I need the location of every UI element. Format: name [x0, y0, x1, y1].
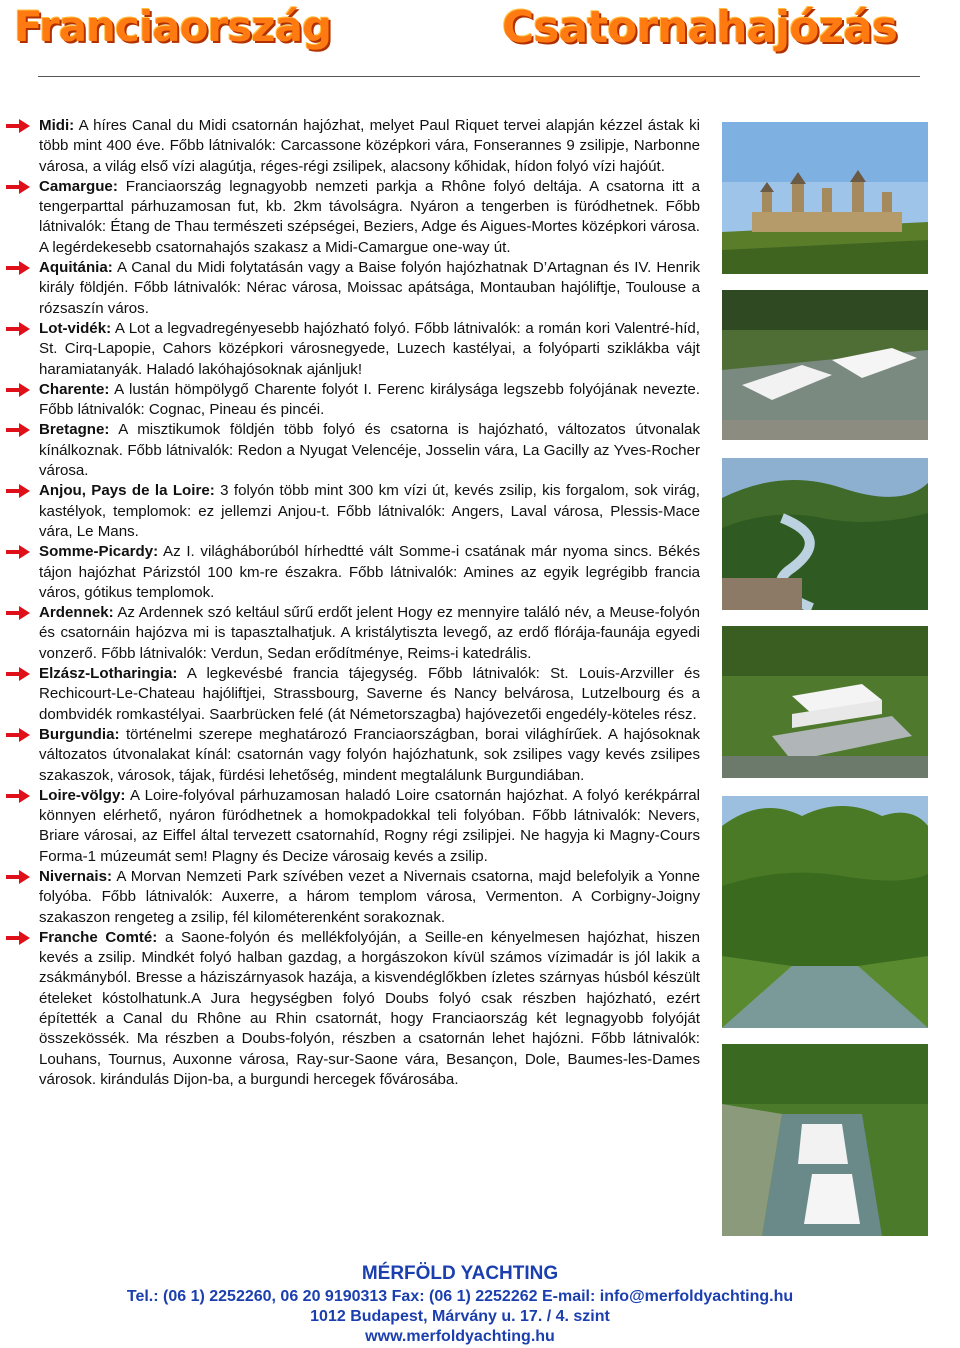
footer-address: 1012 Budapest, Márvány u. 17. / 4. szint [310, 1308, 610, 1325]
footer-contact: Tel.: (06 1) 2252260, 06 20 9190313 Fax: (06 1) 2252262 E-mail: info@merfoldyachting.hu [126, 1288, 794, 1305]
list-item [6, 116, 700, 177]
item-title: Loire-völgy: [39, 786, 126, 804]
item-title: Midi: [39, 117, 75, 134]
list-item [6, 867, 700, 928]
arrow-bullet-icon [6, 728, 30, 742]
list-item [6, 786, 700, 867]
list-item [6, 319, 700, 380]
arrow-bullet-icon [6, 261, 30, 275]
arrow-bullet-icon [6, 180, 30, 194]
list-item [6, 481, 700, 542]
item-text: A híres Canal du Midi csatornán hajózhat, melyet Paul Riquet tervei alapján kézzel ástak ki több mint 400 éve. Főbb látnivalók: Carcassone középkori vára, Fonserannes 9 zsilipje, Narbonne városa, a világ első vízi alagútja, réges-régi zsilipek, alacsony kőhidak, hídon folyó vízi hajóút. [39, 117, 700, 175]
boats-in-canal-photo [722, 1044, 928, 1236]
list-item [6, 725, 700, 786]
item-text: A Morvan Nemzeti Park szívében vezet a Nivernais csatorna, majd belefolyik a Yonne folyóba. Főbb látnivalók: Auxerre, a három templom városa, Vermenton. A Corbigny-Joigny szakaszon rengeteg a zsilip, fél kilométerenként sorakoznak. [39, 867, 700, 926]
river-valley-photo [722, 458, 928, 610]
list-item [6, 177, 700, 258]
item-text: A Lot a legvadregényesebb hajózható folyó. Főbb látnivalók: a román kori Valentré-híd, St. Cirq-Lapopie, Cahors középkori városnegyede, Luzech kastélyai, a folyóparti sziklákba vájt haramiatanyák. Haladó lakóhajósoknak ajánljuk! [39, 319, 700, 378]
list-item [6, 542, 700, 603]
item-text: A Canal du Midi folytatásán vagy a Baise folyón hajózhatnak D’Artagnan és IV. Henrik király földjén. Főbb látnivalók: Nérac városa, Moissac apátsága, Montauban hajóliftje, Toulouse a rózsaszín város. [39, 259, 700, 317]
item-title: Nivernais: [39, 867, 112, 885]
footer-website[interactable]: www.merfoldyachting.hu [365, 1328, 555, 1345]
list-item [6, 664, 700, 725]
item-title: Camargue: [39, 177, 118, 195]
list-item [6, 928, 700, 1090]
arrow-bullet-icon [6, 870, 30, 884]
arrow-bullet-icon [6, 484, 30, 498]
region-list [6, 116, 700, 1090]
item-title: Elzász-Lotharingia: [39, 665, 178, 683]
castle-landscape-photo [722, 122, 928, 274]
header-divider [38, 76, 920, 77]
item-title: Burgundia: [39, 725, 120, 743]
item-title: Charente: [39, 380, 110, 398]
item-text: történelmi szerepe meghatározó Franciaországban, borai világhírűek. A hajósoknak változatos útvonalakat kínál: csatornán vagy folyón hajózhatunk, sok zsilipes vagy kevés zsilipes szakaszok, városok, tájak, fürdési lehetőség, mindent megtalálunk Burgundiában. [39, 725, 700, 784]
item-text: Az Ardennek szó keltául sűrű erdőt jelent Hogy ez mennyire találó név, a Meuse-folyón és csatornáin hajózva mi is tapasztalhatjuk. A kristálytiszta levegő, az erdő flórája-faunája egyedi vonzerő. Főbb látnivalók: Verdun, Sedan erődítménye, Reims-i katedrális. [39, 604, 700, 662]
item-title: Lot-vidék: [39, 319, 112, 337]
item-text: Az I. világháborúból hírhedtté vált Somme-i csatának már nyoma sincs. Békés tájon hajózhat Párizstól 100 km-re északra. Főbb látnivalók: Amines az egyik legrégibb francia város, gótikus templomok. [39, 543, 700, 601]
list-item [6, 380, 700, 421]
item-text: a Saone-folyón és mellékfolyóján, a Seille-en kényelmesen hajózhat, hiszen kevés a zsilip. Mindkét folyó halban gazdag, a horgászokon kívül számos vízimadár is jól lakik a zsákmányból. Bresse a háziszárnyasok hazája, a kisvendéglőkben ízletes szárnyas húsból készült ételeket kóstolhatunk.A Jura hegységben folyó Doubs folyó csak részben hajózható, ezért építették a Canal du Rhône au Rhin csatornát, hogy Franciaország két legnagyobb folyóját összekössék. Ma részben a Doubs-folyón, részben a csatornán lehet hajózni. Főbb látnivalók: Louhans, Tournus, Auxonne városa, Ray-sur-Saone vára, Besançon, Dole, Baumes-les-Dames városok. kirándulás Dijon-ba, a burgundi hercegek fővárosába. [39, 928, 700, 1088]
list-item [6, 258, 700, 319]
item-text: A legkevésbé francia tájegység. Főbb látnivalók: St. Louis-Arzviller és Rechicourt-Le-Chateau hajóliftjei, Strassbourg, Saverne és Nancy belvárosa, Lutzelbourg és a dombvidék romkastélyai. Saarbrücken felé (át Németorszagba) hajóvezetői engedély-köteles rész. [39, 665, 700, 723]
item-title: Somme-Picardy: [39, 543, 159, 561]
list-item [6, 420, 700, 481]
tree-lined-canal-photo [722, 796, 928, 1028]
arrow-bullet-icon [6, 789, 30, 803]
boats-in-lock-photo [722, 290, 928, 440]
item-title: Franche Comté: [39, 928, 158, 946]
arrow-bullet-icon [6, 667, 30, 681]
item-text: A Loire-folyóval párhuzamosan haladó Loire csatornán hajózhat. A folyó kerékpárral könnyen elérhető, nyáron füródhetnek a homokpadokkal teli folyóban. Főbb látnivalók: Nevers, Briare városai, az Eiffel által tervezett csatornahíd, Rogny régi zsilipjei. Ne hagyja ki Magny-Cours Forma-1 múzeumát sem! Plagny és Decize városaig kevés a zsilip. [39, 786, 700, 865]
footer-company: MÉRFÖLD YACHTING [361, 1263, 559, 1284]
item-text: Franciaország legnagyobb nemzeti parkja a Rhône folyó deltája. A csatorna itt a tengerparttal párhuzamosan fut, kb. 2km távolságra. Nyáron a tengerben is füródhetnek. Főbb látnivalók: Étang de Thau természeti szépségei, Beziers, Adge és Aigues-Mortes középkori városa. A legérdekesebb csatornahajós szakasz a Midi-Camargue one-way út. [39, 177, 700, 256]
arrow-bullet-icon [6, 931, 30, 945]
arrow-bullet-icon [6, 423, 30, 437]
item-title: Bretagne: [39, 421, 110, 439]
item-text: A lustán hömpölygő Charente folyót I. Ferenc királysága legszebb folyójának nevezte. Főbb látnivalók: Cognac, Pineau és pincéi. [39, 380, 700, 419]
item-text: 3 folyón több mint 300 km vízi út, kevés zsilip, kis forgalom, sok virág, kastélyok, templomok: ez jellemzi Anjou-t. Főbb látnivalók: Angers, Laval városa, Plessis-Mace vára, Le Mans. [39, 482, 700, 540]
header-right-title: Csatornahajózás [502, 2, 897, 53]
arrow-bullet-icon [6, 322, 30, 336]
boat-on-lift-photo [722, 626, 928, 778]
item-title: Ardennek: [39, 604, 114, 622]
arrow-bullet-icon [6, 383, 30, 397]
item-title: Aquitánia: [39, 259, 113, 277]
arrow-bullet-icon [6, 119, 30, 133]
arrow-bullet-icon [6, 545, 30, 559]
item-text: A misztikumok földjén több folyó és csatorna is hajózható, változatos útvonalak kínálkoznak. Főbb látnivalók: Redon a Nyugat Velencéje, Josselin vára, La Gacilly az Yves-Rocher városa. [39, 421, 700, 480]
header-left-title: Franciaország [14, 2, 332, 51]
item-title: Anjou, Pays de la Loire: [39, 482, 215, 500]
arrow-bullet-icon [6, 606, 30, 620]
list-item [6, 603, 700, 664]
